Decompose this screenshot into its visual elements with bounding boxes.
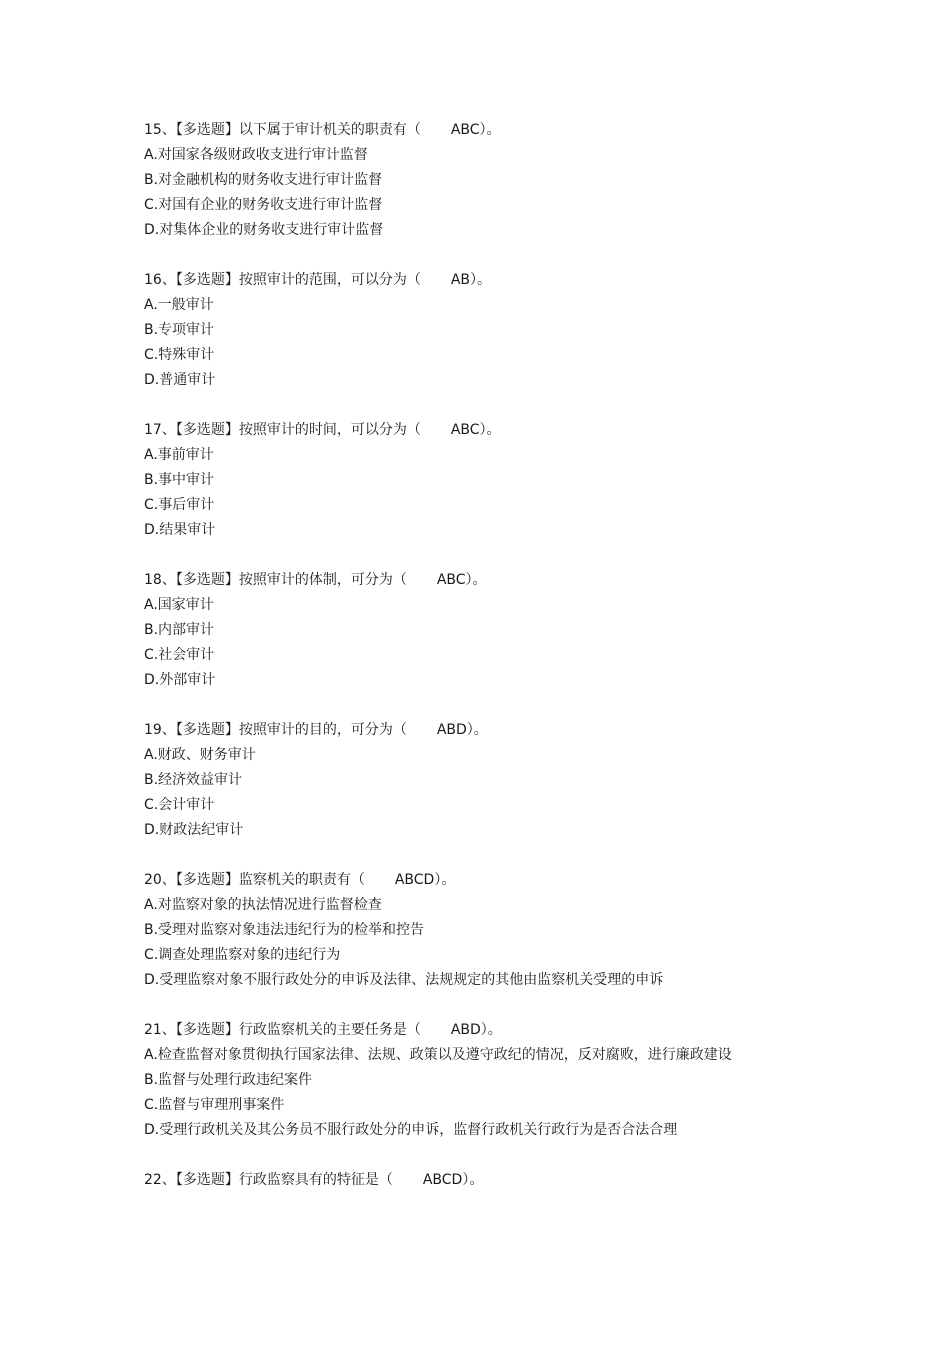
option-c: C.会计审计 (144, 797, 215, 813)
question-stem (144, 418, 764, 443)
question-stem (144, 118, 764, 143)
option-a: A.财政、财务审计 (144, 747, 256, 763)
answer-text: ABCD）。 (394, 872, 456, 888)
option-d: D.结果审计 (144, 522, 216, 538)
document-page (144, 118, 764, 1218)
option-c: C.对国有企业的财务收支进行审计监督 (144, 197, 383, 213)
option-b: B.对金融机构的财务收支进行审计监督 (144, 172, 383, 188)
option-c: C.监督与审理刑事案件 (144, 1097, 285, 1113)
option-d: D.受理行政机关及其公务员不服行政处分的申诉，监督行政机关行政行为是否合法合理 (144, 1122, 678, 1138)
answer-text: ABCD）。 (422, 1172, 484, 1188)
question-22 (144, 1168, 764, 1193)
question-19 (144, 718, 764, 843)
option-d: D.受理监察对象不服行政处分的申诉及法律、法规规定的其他由监察机关受理的申诉 (144, 972, 664, 988)
answer-text: AB）。 (450, 272, 492, 288)
option-c: C.调查处理监察对象的违纪行为 (144, 947, 341, 963)
question-stem (144, 1168, 764, 1193)
question-stem (144, 1018, 764, 1043)
question-17 (144, 418, 764, 543)
stem-text: 15、【多选题】以下属于审计机关的职责有（ (144, 122, 421, 138)
option-c: C.社会审计 (144, 647, 215, 663)
answer-text: ABC）。 (436, 572, 487, 588)
stem-text: 20、【多选题】监察机关的职责有（ (144, 872, 365, 888)
stem-text: 16、【多选题】按照审计的范围，可以分为（ (144, 272, 421, 288)
question-18 (144, 568, 764, 693)
question-stem (144, 718, 764, 743)
option-a: A.国家审计 (144, 597, 214, 613)
option-b: B.内部审计 (144, 622, 215, 638)
question-21 (144, 1018, 764, 1143)
option-c: C.事后审计 (144, 497, 215, 513)
option-b: B.受理对监察对象违法违纪行为的检举和控告 (144, 922, 425, 938)
stem-text: 21、【多选题】行政监察机关的主要任务是（ (144, 1022, 421, 1038)
answer-text: ABD）。 (450, 1022, 502, 1038)
stem-text: 18、【多选题】按照审计的体制，可分为（ (144, 572, 407, 588)
option-d: D.外部审计 (144, 672, 216, 688)
option-d: D.普通审计 (144, 372, 216, 388)
option-a: A.检查监督对象贯彻执行国家法律、法规、政策以及遵守政纪的情况，反对腐败，进行廉政建设 (144, 1047, 732, 1063)
question-15 (144, 118, 764, 243)
stem-text: 22、【多选题】行政监察具有的特征是（ (144, 1172, 393, 1188)
answer-text: ABD）。 (436, 722, 488, 738)
option-c: C.特殊审计 (144, 347, 215, 363)
option-b: B.监督与处理行政违纪案件 (144, 1072, 313, 1088)
option-a: A.对国家各级财政收支进行审计监督 (144, 147, 368, 163)
option-a: A.一般审计 (144, 297, 214, 313)
question-stem (144, 568, 764, 593)
question-20 (144, 868, 764, 993)
option-a: A.对监察对象的执法情况进行监督检查 (144, 897, 382, 913)
option-d: D.对集体企业的财务收支进行审计监督 (144, 222, 384, 238)
question-stem (144, 868, 764, 893)
option-b: B.经济效益审计 (144, 772, 243, 788)
option-b: B.专项审计 (144, 322, 215, 338)
stem-text: 19、【多选题】按照审计的目的，可分为（ (144, 722, 407, 738)
question-stem (144, 268, 764, 293)
option-d: D.财政法纪审计 (144, 822, 244, 838)
stem-text: 17、【多选题】按照审计的时间，可以分为（ (144, 422, 421, 438)
answer-text: ABC）。 (450, 422, 501, 438)
answer-text: ABC）。 (450, 122, 501, 138)
option-a: A.事前审计 (144, 447, 214, 463)
option-b: B.事中审计 (144, 472, 215, 488)
question-16 (144, 268, 764, 393)
